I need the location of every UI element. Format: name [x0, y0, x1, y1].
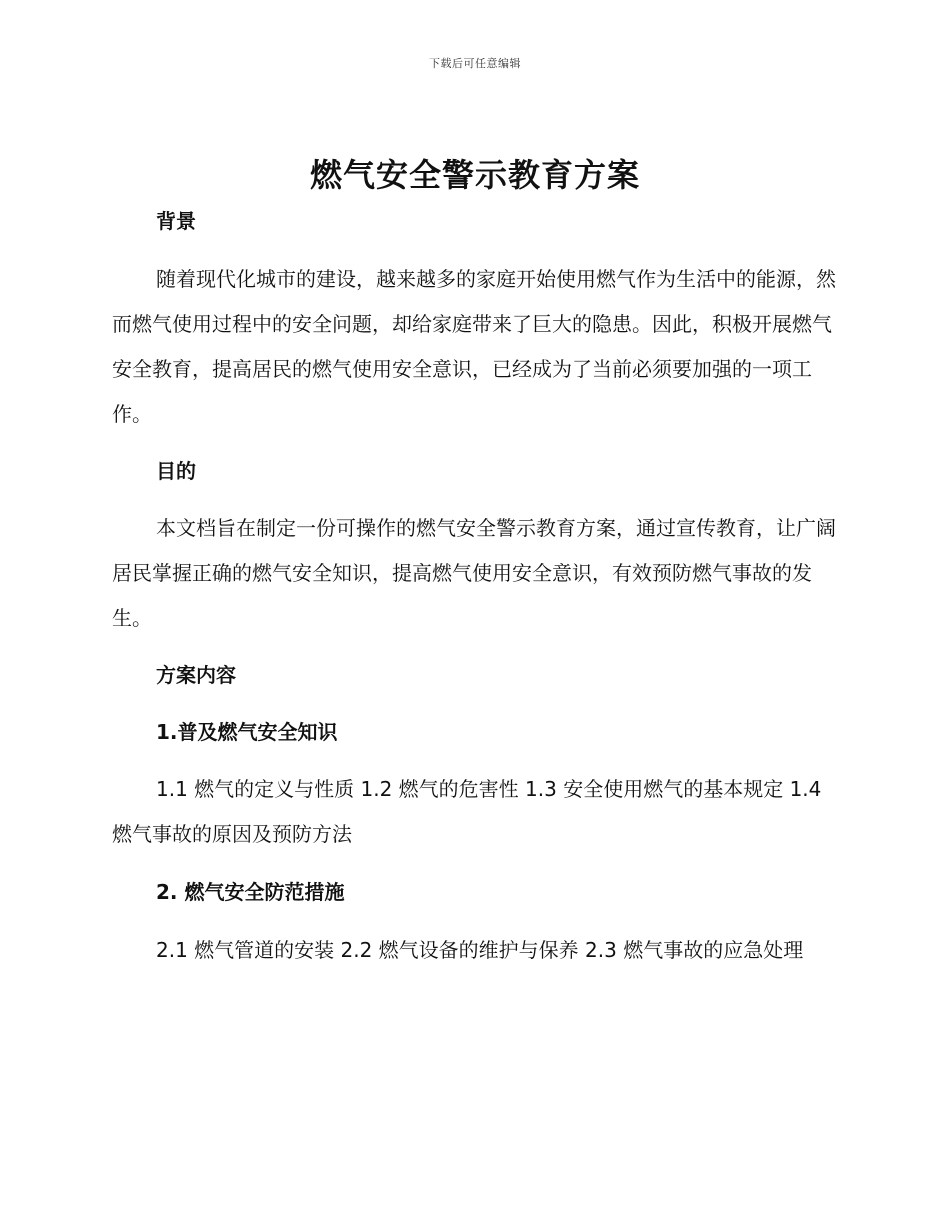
- background-paragraph: 随着现代化城市的建设，越来越多的家庭开始使用燃气作为生活中的能源，然而燃气使用过程中的安全问题，却给家庭带来了巨大的隐患。因此，积极开展燃气安全教育，提高居民的燃气使用安全意识，已经成为了当前必须要加强的一项工作。: [112, 267, 836, 426]
- section-1-heading: 1.普及燃气安全知识: [156, 720, 338, 744]
- purpose-paragraph: 本文档旨在制定一份可操作的燃气安全警示教育方案，通过宣传教育，让广阔居民掌握正确的燃气安全知识，提高燃气使用安全意识，有效预防燃气事故的发生。: [112, 516, 836, 630]
- document-title: 燃气安全警示教育方案: [309, 156, 640, 194]
- header-note: 下载后可任意编辑: [429, 57, 521, 70]
- plan-heading: 方案内容: [156, 663, 236, 687]
- section-1-paragraph: 1.1 燃气的定义与性质 1.2 燃气的危害性 1.3 安全使用燃气的基本规定 1.4 燃气事故的原因及预防方法: [112, 777, 822, 846]
- section-2-paragraph: 2.1 燃气管道的安装 2.2 燃气设备的维护与保养 2.3 燃气事故的应急处理: [156, 938, 804, 962]
- purpose-heading: 目的: [156, 459, 196, 483]
- section-2-heading: 2. 燃气安全防范措施: [156, 880, 345, 904]
- background-heading: 背景: [156, 209, 196, 233]
